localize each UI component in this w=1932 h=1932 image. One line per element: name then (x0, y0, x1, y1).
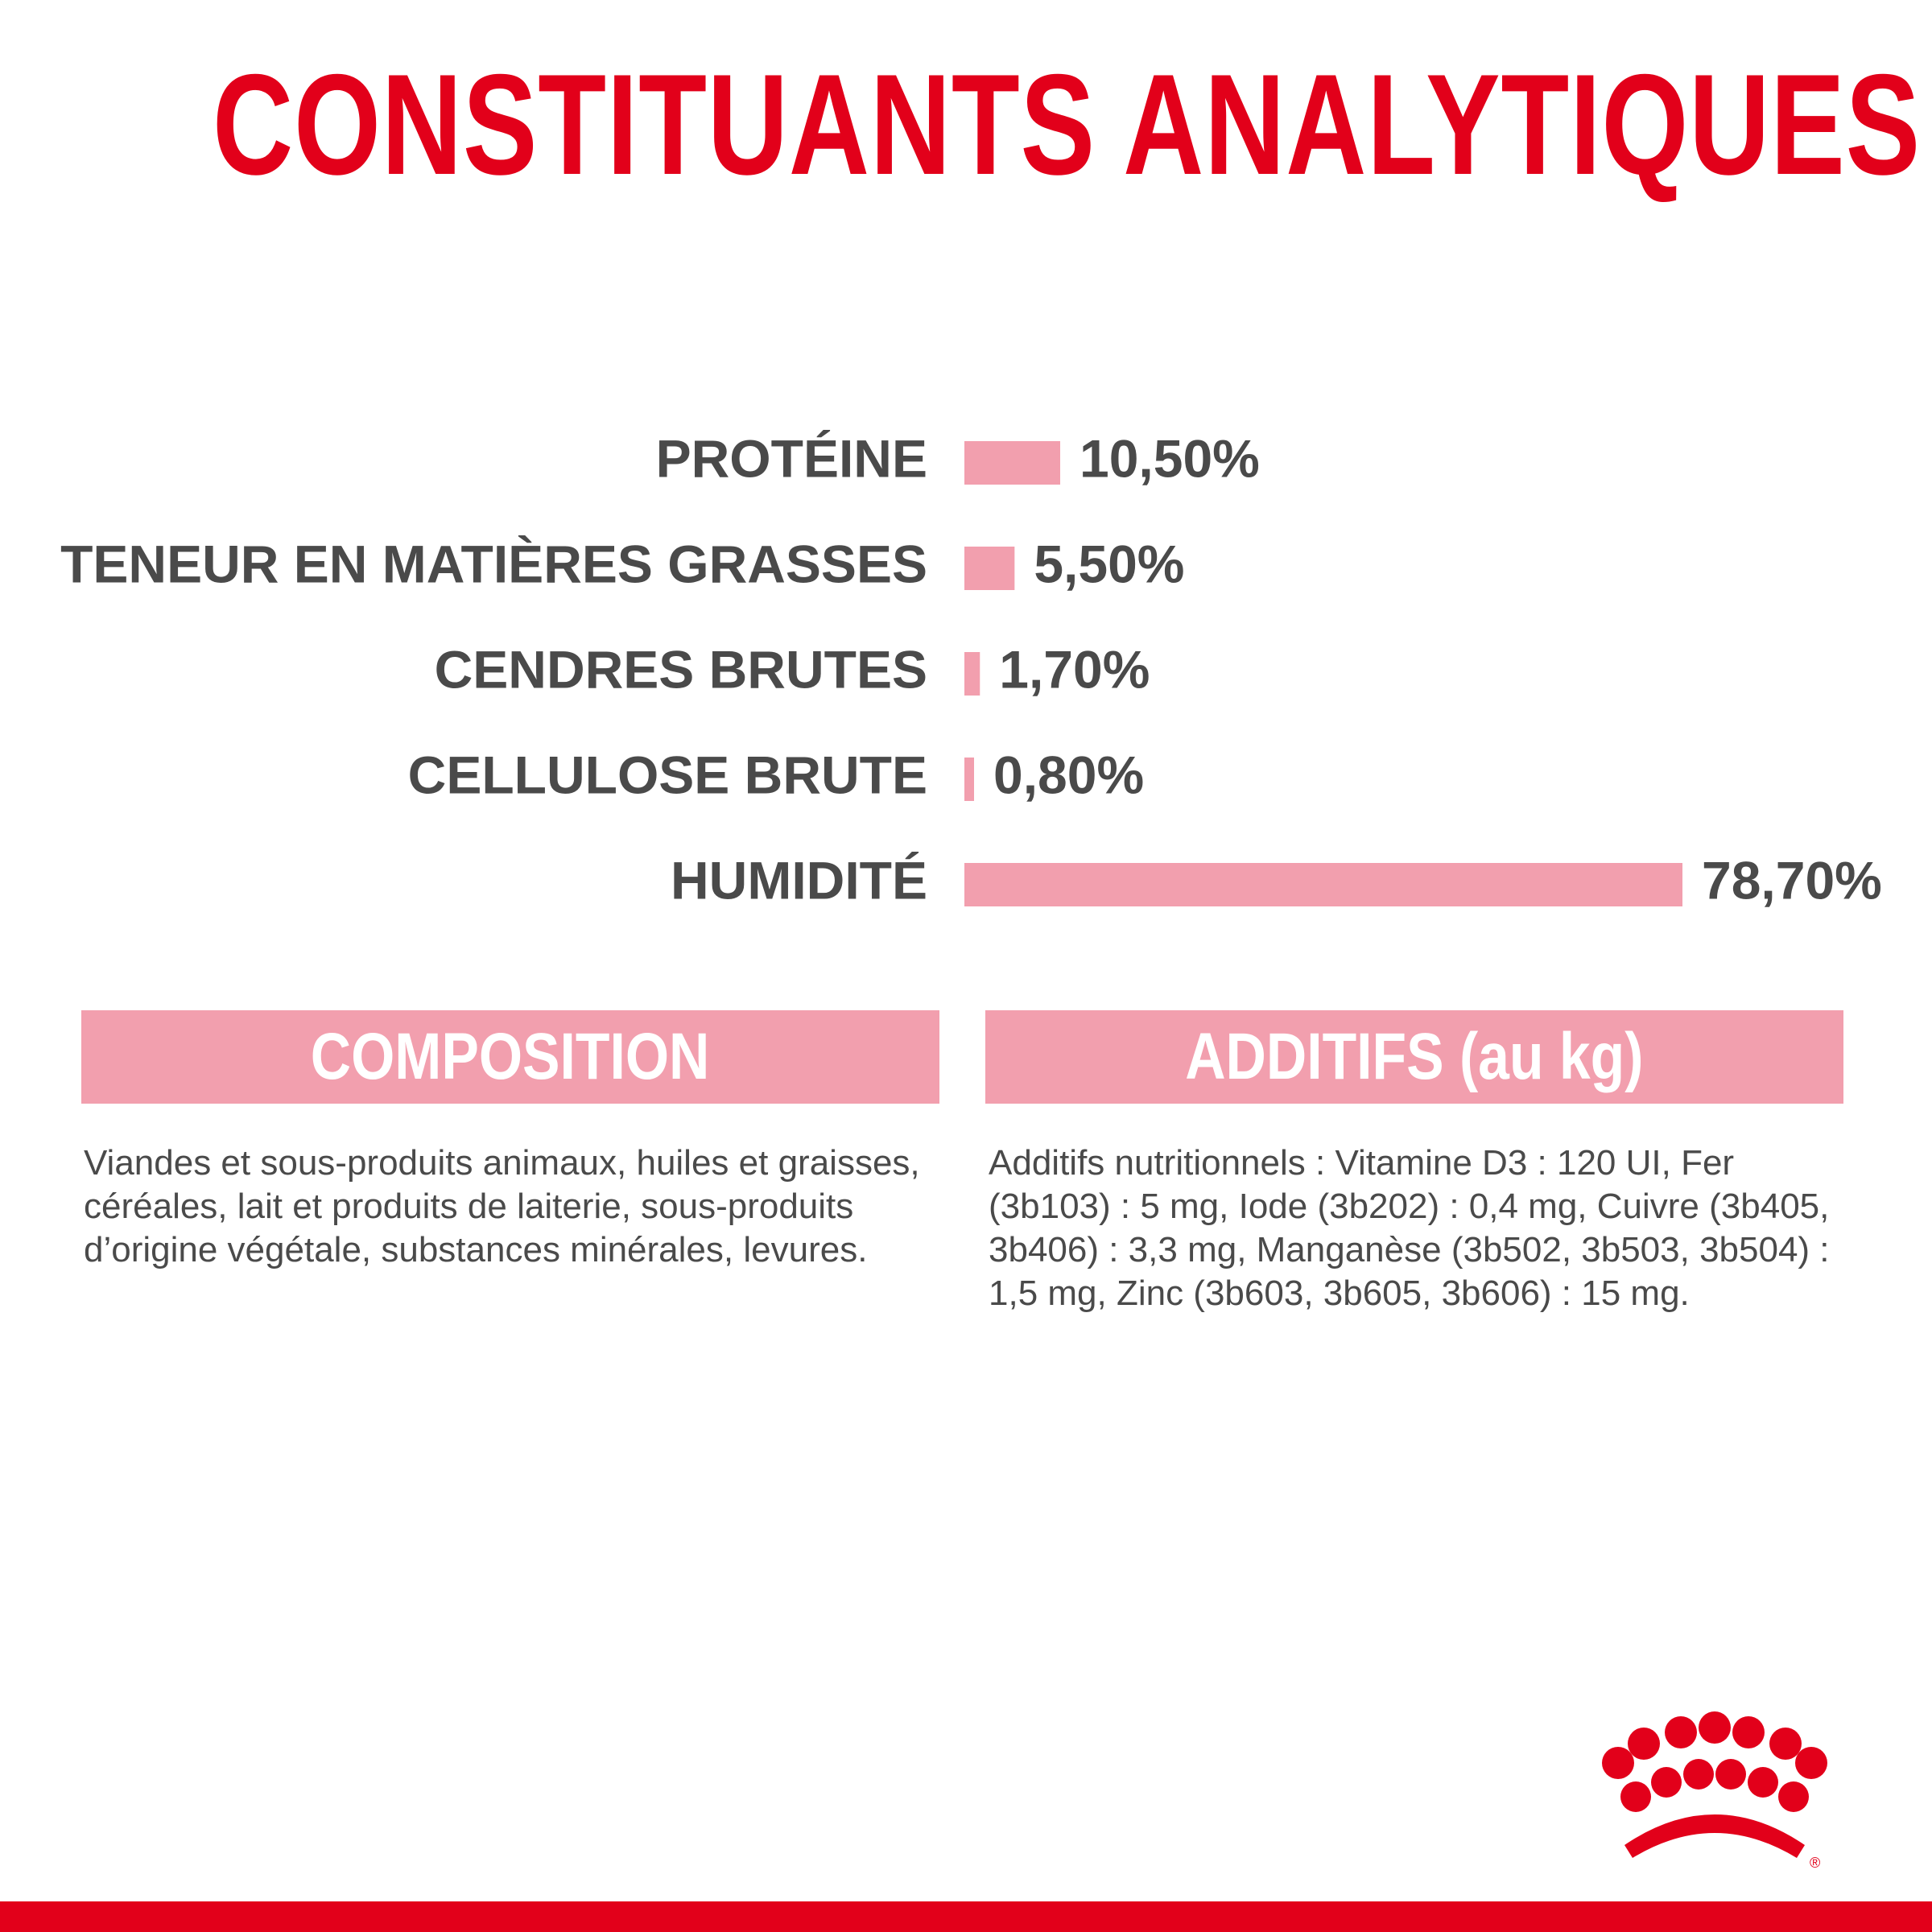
bar (964, 652, 980, 696)
bar (964, 863, 1682, 906)
bar (964, 441, 1060, 485)
value-label: 1,70% (999, 639, 1150, 700)
additifs-header (985, 1010, 1843, 1104)
value-label: 5,50% (1034, 534, 1185, 594)
page-title: CONSTITUANTS ANALYTIQUES (213, 44, 1922, 204)
composition-text: Viandes et sous-produits animaux, huiles et graisses, céréales, lait et produits de laiterie, sous-produits d’origine végétale, substances minérales, levures. (84, 1143, 920, 1269)
bar (964, 547, 1014, 590)
value-label: 10,50% (1080, 428, 1260, 489)
composition-header-label: COMPOSITION (311, 1020, 710, 1093)
category-label: PROTÉINE (655, 428, 927, 489)
value-label: 78,70% (1702, 850, 1882, 910)
royal-canin-crown-icon (1586, 1707, 1843, 1884)
registered-mark: ® (1810, 1855, 1821, 1871)
category-label: CENDRES BRUTES (434, 639, 927, 700)
additifs-header-label: ADDITIFS (au kg) (1185, 1020, 1644, 1093)
category-label: TENEUR EN MATIÈRES GRASSES (60, 534, 927, 594)
bottom-accent-bar (0, 1901, 1932, 1932)
bar (964, 758, 974, 801)
category-label: HUMIDITÉ (671, 850, 927, 910)
category-label: CELLULOSE BRUTE (407, 745, 927, 805)
value-label: 0,80% (993, 745, 1145, 805)
additifs-text: Additifs nutritionnels : Vitamine D3 : 120 UI, Fer (3b103) : 5 mg, Iode (3b202) : 0,4 mg, Cuivre (3b405, 3b406) : 3,3 mg, Manganèse (3b502, 3b503, 3b504) : 1,5 mg, Zinc (3b603, 3b605, 3b606) : 15 mg. (989, 1143, 1830, 1313)
composition-header (81, 1010, 939, 1104)
